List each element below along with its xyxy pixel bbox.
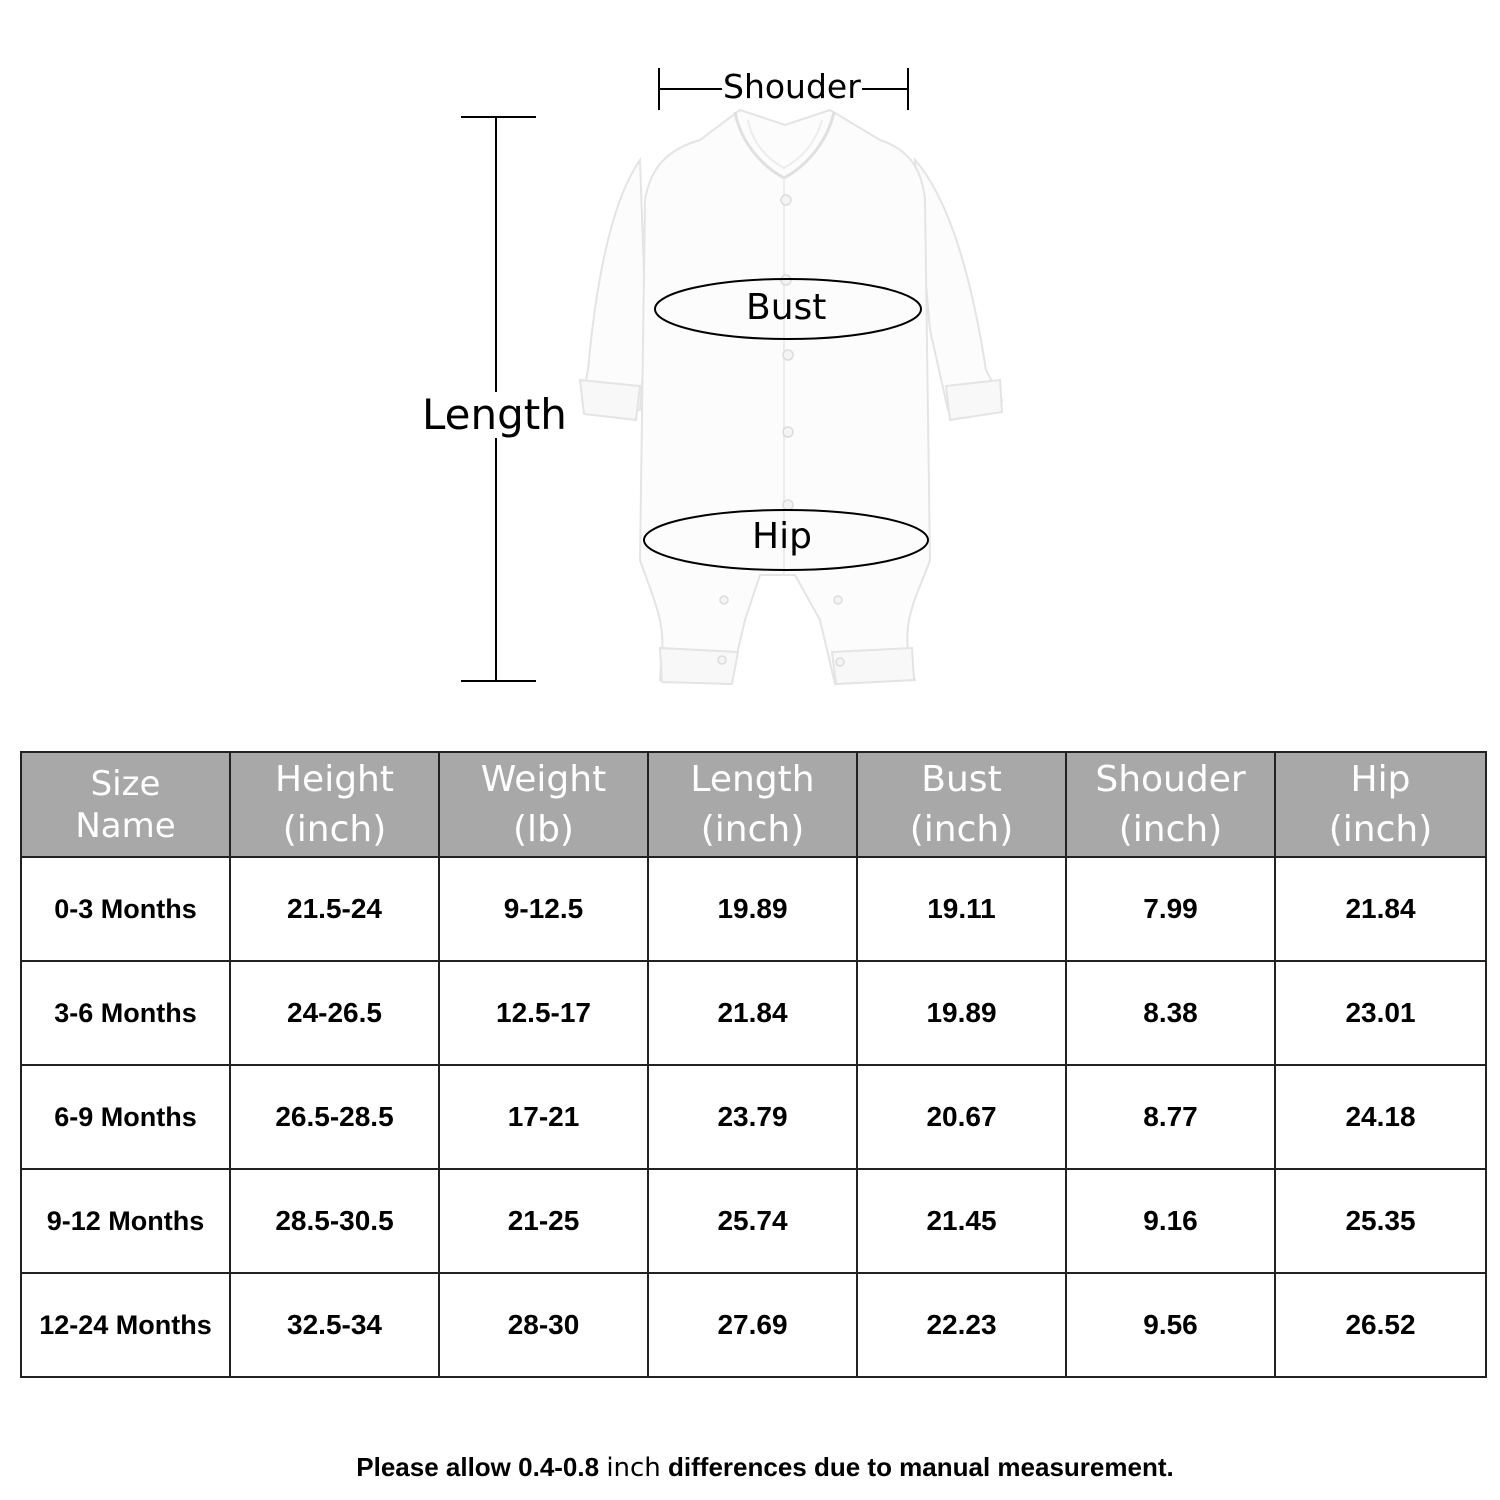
table-row xyxy=(21,1273,1486,1377)
shoulder-cell: 8.77 xyxy=(1066,1065,1275,1169)
height-cell: 21.5-24 xyxy=(230,857,439,961)
header-length: Length (inch) xyxy=(648,752,857,857)
weight-cell: 9-12.5 xyxy=(439,857,648,961)
header-shoulder: Shouder (inch) xyxy=(1066,752,1275,857)
size-name-cell: 3-6 Months xyxy=(21,961,230,1065)
table-row xyxy=(21,1065,1486,1169)
length-cell: 21.84 xyxy=(648,961,857,1065)
size-name-cell: 6-9 Months xyxy=(21,1065,230,1169)
length-cell: 27.69 xyxy=(648,1273,857,1377)
measurement-diagram xyxy=(0,0,1500,720)
weight-cell: 17-21 xyxy=(439,1065,648,1169)
header-size-name: Size Name xyxy=(21,752,230,857)
weight-cell: 28-30 xyxy=(439,1273,648,1377)
table-row xyxy=(21,961,1486,1065)
length-cell: 23.79 xyxy=(648,1065,857,1169)
height-cell: 26.5-28.5 xyxy=(230,1065,439,1169)
hip-cell: 24.18 xyxy=(1275,1065,1486,1169)
shoulder-cell: 8.38 xyxy=(1066,961,1275,1065)
weight-cell: 12.5-17 xyxy=(439,961,648,1065)
note-unit: inch xyxy=(606,1453,661,1483)
hip-cell: 26.52 xyxy=(1275,1273,1486,1377)
length-cell: 25.74 xyxy=(648,1169,857,1273)
header-bust: Bust (inch) xyxy=(857,752,1066,857)
length-cell: 19.89 xyxy=(648,857,857,961)
measurement-note xyxy=(0,1452,1500,1483)
hip-cell: 21.84 xyxy=(1275,857,1486,961)
shoulder-cell: 7.99 xyxy=(1066,857,1275,961)
bust-cell: 19.11 xyxy=(857,857,1066,961)
bust-cell: 22.23 xyxy=(857,1273,1066,1377)
header-hip: Hip (inch) xyxy=(1275,752,1486,857)
bust-cell: 20.67 xyxy=(857,1065,1066,1169)
header-weight: Weight (lb) xyxy=(439,752,648,857)
table-row xyxy=(21,857,1486,961)
hip-cell: 23.01 xyxy=(1275,961,1486,1065)
bust-label: Bust xyxy=(746,287,827,328)
weight-cell: 21-25 xyxy=(439,1169,648,1273)
bust-cell: 19.89 xyxy=(857,961,1066,1065)
table-header-row xyxy=(21,752,1486,857)
table-row xyxy=(21,1169,1486,1273)
height-cell: 28.5-30.5 xyxy=(230,1169,439,1273)
size-name-cell: 9-12 Months xyxy=(21,1169,230,1273)
header-height: Height (inch) xyxy=(230,752,439,857)
height-cell: 24-26.5 xyxy=(230,961,439,1065)
shoulder-cell: 9.56 xyxy=(1066,1273,1275,1377)
romper-illustration xyxy=(0,0,1500,720)
size-chart-table xyxy=(20,751,1487,1378)
bust-cell: 21.45 xyxy=(857,1169,1066,1273)
romper-garment xyxy=(580,110,1002,684)
hip-label: Hip xyxy=(752,516,812,557)
size-name-cell: 12-24 Months xyxy=(21,1273,230,1377)
shoulder-label: Shouder xyxy=(723,67,861,106)
hip-cell: 25.35 xyxy=(1275,1169,1486,1273)
note-text-after: differences due to manual measurement. xyxy=(660,1452,1174,1482)
shoulder-cell: 9.16 xyxy=(1066,1169,1275,1273)
length-label: Length xyxy=(422,390,567,439)
note-text-before: Please allow 0.4-0.8 xyxy=(356,1452,607,1482)
size-name-cell: 0-3 Months xyxy=(21,857,230,961)
height-cell: 32.5-34 xyxy=(230,1273,439,1377)
